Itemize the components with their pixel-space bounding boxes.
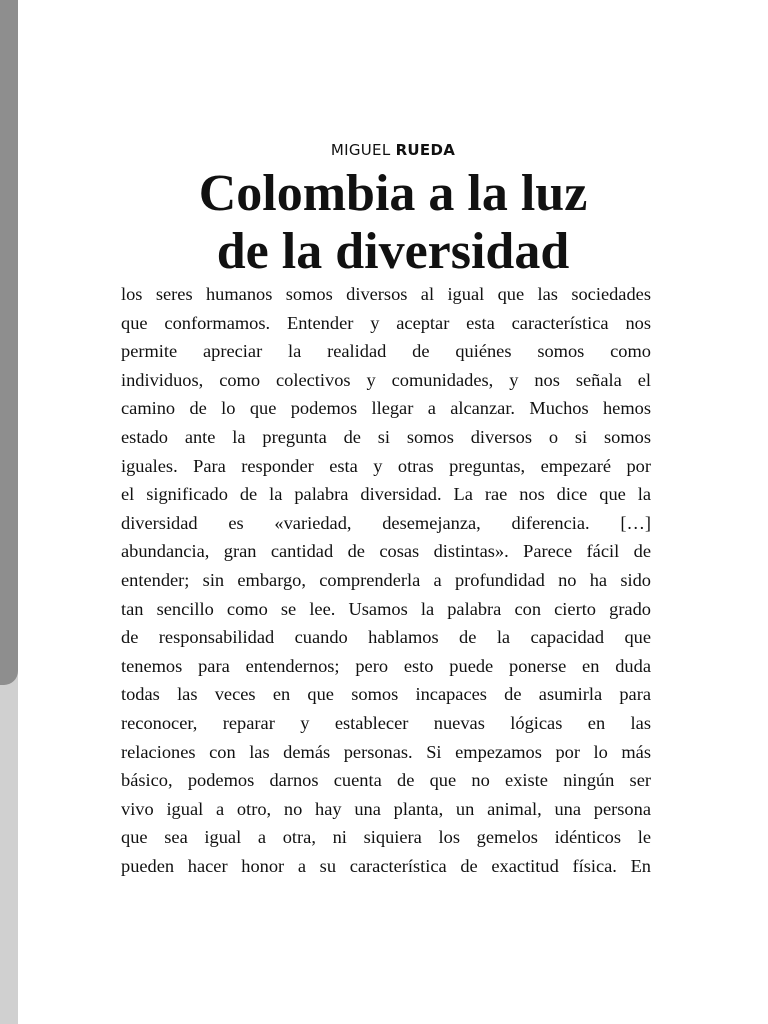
author-name [18,141,768,159]
body-line: que conformamos. Entender y aceptar esta característica nos [121,312,651,333]
article-body [121,280,651,880]
author-first-name: MIGUEL [330,141,391,159]
body-line: pueden hacer honor a su característica de exactitud física. En [121,855,651,876]
document-page [18,0,768,1024]
body-line: tenemos para entendernos; pero esto puede ponerse en duda [121,655,651,676]
body-line: diversidad es «variedad, desemejanza, diferencia. […] [121,512,651,533]
title-line-1: Colombia a la luz [198,165,588,222]
body-line: relaciones con las demás personas. Si empezamos por lo más [121,741,651,762]
body-line: entender; sin embargo, comprenderla a profundidad no ha sido [121,569,651,590]
previous-page-edge [0,0,18,685]
body-line: todas las veces en que somos incapaces de asumirla para [121,684,651,705]
body-line: permite apreciar la realidad de quiénes somos como [121,341,651,362]
article-title [18,165,768,281]
author-last-name: RUEDA [395,141,456,159]
body-line: los seres humanos somos diversos al igual que las sociedades [121,284,651,304]
body-line: estado ante la pregunta de si somos diversos o si somos [121,426,651,447]
body-line: camino de lo que podemos llegar a alcanzar. Muchos hemos [121,398,651,419]
body-line: de responsabilidad cuando hablamos de la capacidad que [121,627,651,648]
body-line: básico, podemos darnos cuenta de que no existe ningún ser [121,770,651,791]
body-line: individuos, como colectivos y comunidades, y nos señala el [121,369,651,390]
body-line: abundancia, gran cantidad de cosas distintas». Parece fácil de [121,541,651,562]
body-line: el significado de la palabra diversidad. La rae nos dice que la [121,484,651,505]
body-line: iguales. Para responder esta y otras preguntas, empezaré por [121,455,651,476]
body-line: vivo igual a otro, no hay una planta, un animal, una persona [121,798,651,819]
body-line: que sea igual a otra, ni siquiera los gemelos idénticos le [121,827,651,848]
body-line: reconocer, reparar y establecer nuevas lógicas en las [121,712,651,733]
body-line: tan sencillo como se lee. Usamos la palabra con cierto grado [121,598,651,619]
title-line-2: de la diversidad [216,223,570,280]
